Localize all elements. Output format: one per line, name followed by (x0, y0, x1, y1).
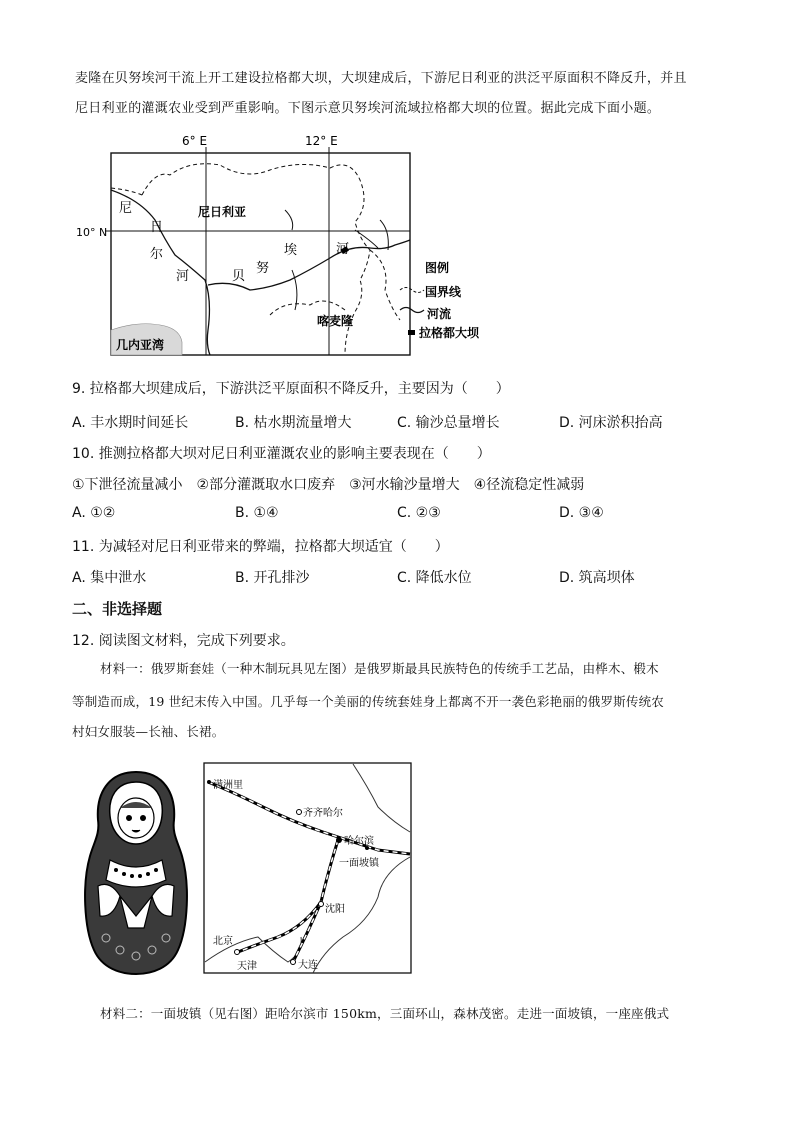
question-10-stem: 10. 推测拉格都大坝对尼日利亚灌溉农业的影响主要表现在（ ） (72, 446, 491, 462)
intro-paragraph (75, 64, 725, 124)
q11-option-d[interactable]: D. 筑高坝体 (559, 570, 635, 586)
label-ai: 埃 (284, 243, 298, 258)
label-ni: 尼 (119, 201, 133, 216)
label-harbin: 哈尔滨 (344, 836, 374, 847)
q11-option-c[interactable]: C. 降低水位 (397, 570, 472, 586)
marker-qiqihar (297, 810, 302, 815)
marker-dalian (291, 960, 296, 965)
q11-option-b[interactable]: B. 开孔排沙 (235, 570, 310, 586)
label-ri: 日 (150, 220, 164, 235)
q9-option-b[interactable]: B. 枯水期流量增大 (235, 415, 352, 431)
matryoshka-doll-illustration (80, 768, 192, 978)
q9-option-d[interactable]: D. 河床淤积抬高 (559, 415, 663, 431)
label-shenyang: 沈阳 (325, 904, 345, 915)
label-dalian: 大连 (298, 960, 318, 971)
q10-option-d[interactable]: D. ③④ (559, 505, 604, 521)
label-6e: 6° E (182, 134, 208, 148)
q10-option-b[interactable]: B. ①④ (235, 505, 279, 521)
q11-option-a[interactable]: A. 集中泄水 (72, 570, 147, 586)
legend-title: 图例 (425, 261, 450, 275)
legend-border-symbol (400, 288, 424, 293)
tributary-1 (285, 210, 293, 230)
border-cameroon-west (270, 301, 345, 315)
question-9-stem: 9. 拉格都大坝建成后，下游洪泛平原面积不降反升，主要因为（ ） (72, 381, 510, 397)
label-bei: 贝 (232, 269, 246, 284)
marker-manzhouli (207, 780, 211, 784)
marker-harbin (336, 837, 342, 843)
doll-left-eye (126, 815, 132, 821)
label-gulf: 几内亚湾 (116, 338, 165, 352)
doll-right-eye (140, 815, 146, 821)
question-12-stem: 12. 阅读图文材料，完成下列要求。 (72, 633, 295, 649)
material-1-line-1: 材料一：俄罗斯套娃（一种木制玩具见左图）是俄罗斯最具民族特色的传统手工艺品，由桦木、椴木 (100, 661, 659, 676)
label-er: 尔 (150, 247, 164, 262)
label-qiqihar: 齐齐哈尔 (303, 808, 343, 819)
legend-river-symbol (400, 308, 424, 313)
material-2-line-1: 材料二：一面坡镇（见右图）距哈尔滨市 150km，三面环山，森林茂密。走进一面坡镇，一座座俄式 (100, 1006, 670, 1021)
label-12e: 12° E (305, 134, 338, 148)
marker-shenyang (319, 902, 324, 907)
label-yimianpo: 一面坡镇 (339, 858, 379, 869)
label-he: 河 (176, 269, 190, 284)
label-he-2: 河 (336, 242, 350, 257)
benue-river-map (70, 130, 500, 360)
question-10-items: ①下泄径流量减小 ②部分灌溉取水口废弃 ③河水输沙量增大 ④径流稳定性减弱 (72, 477, 585, 493)
label-nigeria: 尼日利亚 (198, 205, 247, 219)
intro-line-1: 麦隆在贝努埃河干流上开工建设拉格都大坝，大坝建成后，下游尼日利亚的洪泛平原面积不降反升，并且 (75, 71, 687, 86)
q9-option-c[interactable]: C. 输沙总量增长 (397, 415, 500, 431)
border-cameroon-chad (370, 250, 400, 320)
question-11-stem: 11. 为减轻对尼日利亚带来的弊端，拉格都大坝适宜（ ） (72, 539, 449, 555)
tributary-4 (380, 220, 388, 250)
label-tianjin: 天津 (237, 961, 257, 972)
legend-river-label: 河流 (427, 307, 452, 321)
legend-border-label: 国界线 (425, 285, 462, 299)
label-cameroon: 喀麦隆 (317, 314, 354, 328)
label-beijing: 北京 (213, 936, 233, 947)
marker-beijing (235, 950, 240, 955)
section-heading: 二、非选择题 (72, 600, 163, 618)
q10-option-a[interactable]: A. ①② (72, 505, 116, 521)
q10-option-c[interactable]: C. ②③ (397, 505, 441, 521)
label-manzhouli: 满洲里 (213, 780, 243, 791)
material-1-line-2: 等制造而成，19 世纪末传入中国。几乎每一个美丽的传统套娃身上都离不开一袭色彩艳丽的俄罗斯传统农 (72, 694, 664, 709)
label-10n: 10° N (76, 226, 108, 239)
tributary-2 (292, 270, 297, 310)
label-nu: 努 (256, 261, 270, 276)
northeast-china-map (203, 762, 413, 976)
q9-option-a[interactable]: A. 丰水期时间延长 (72, 415, 189, 431)
intro-line-2: 尼日利亚的灌溉农业受到严重影响。下图示意贝努埃河流域拉格都大坝的位置。据此完成下面小题。 (75, 101, 661, 116)
legend-dam-symbol (408, 330, 415, 335)
material-1-line-3: 村妇女服装—长袖、长裙。 (72, 724, 225, 739)
legend-dam-label: 拉格都大坝 (419, 326, 480, 340)
